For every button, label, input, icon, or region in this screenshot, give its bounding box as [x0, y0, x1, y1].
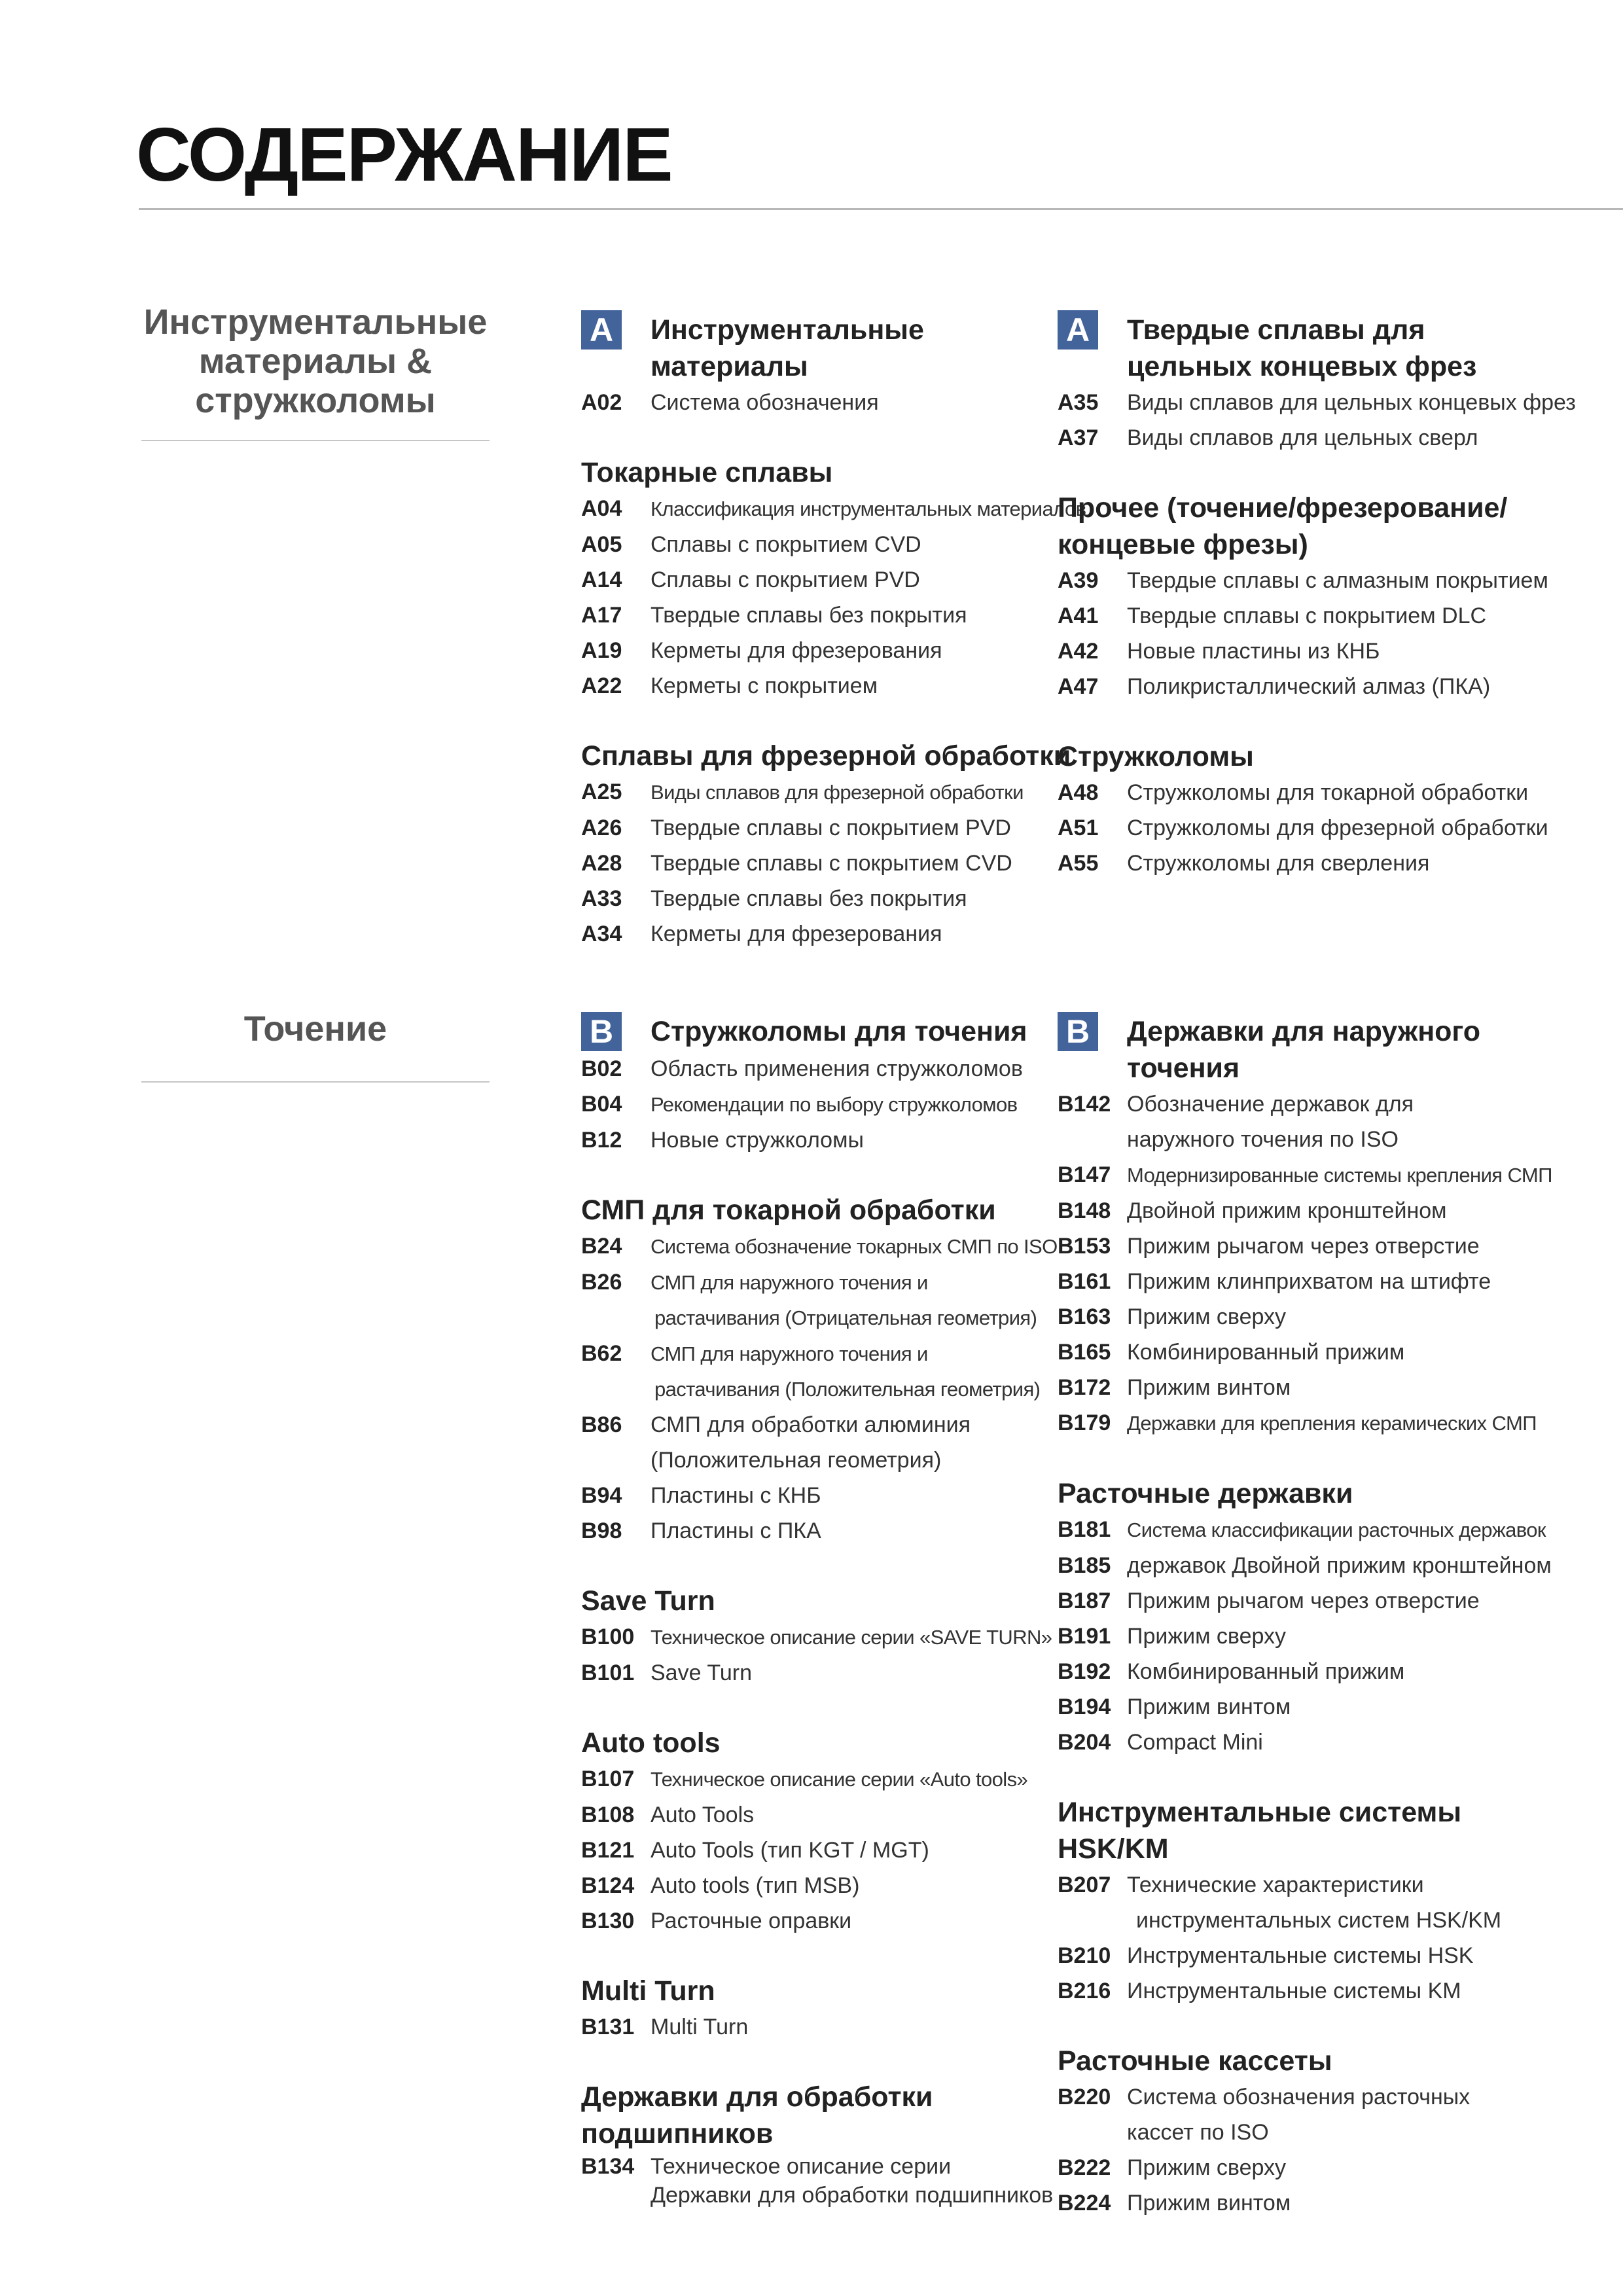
- page-code: B121: [581, 1838, 635, 1863]
- toc-entry[interactable]: [581, 1265, 1079, 1300]
- toc-group: [1058, 2043, 1555, 2221]
- group-title: Расточные кассеты: [1058, 2045, 1332, 2077]
- page-code: A39: [1058, 568, 1099, 593]
- toc-entry[interactable]: [581, 1797, 1079, 1833]
- toc-entry[interactable]: [581, 1513, 1079, 1549]
- page-code: A37: [1058, 425, 1099, 450]
- toc-entry[interactable]: [581, 1086, 1079, 1122]
- toc-entry[interactable]: [1058, 775, 1555, 810]
- toc-entry[interactable]: [581, 1833, 1079, 1868]
- toc-entry[interactable]: [1058, 1229, 1555, 1264]
- page-code: A47: [1058, 674, 1099, 699]
- toc-entry[interactable]: [1058, 1193, 1555, 1229]
- group-title: [1058, 490, 1555, 563]
- entry-text: Виды сплавов для фрезерной обработки: [651, 781, 1024, 804]
- entry-text: Керметы для фрезерования: [651, 638, 942, 663]
- toc-entry[interactable]: [581, 1903, 1079, 1939]
- entry-text: Комбинированный прижим: [1127, 1659, 1405, 1684]
- entry-text: Auto Tools (тип KGT / MGT): [651, 1838, 929, 1863]
- page-code: B210: [1058, 1943, 1111, 1968]
- page-code: B130: [581, 1909, 635, 1933]
- entry-text: Твердые сплавы без покрытия: [651, 886, 967, 911]
- toc-entry[interactable]: [581, 527, 1079, 562]
- entry-text: Прижим рычагом через отверстие: [1127, 1234, 1480, 1259]
- page-code: B24: [581, 1234, 622, 1259]
- entry-text: Твердые сплавы без покрытия: [651, 603, 967, 628]
- group-title: Стружколомы для точения: [651, 1016, 1027, 1047]
- entry-text: Пластины с ПКА: [651, 1518, 821, 1543]
- section-letter-badge: A: [1058, 310, 1098, 350]
- group-title: Сплавы для фрезерной обработки: [581, 740, 1071, 772]
- group-title: СМП для токарной обработки: [581, 1194, 996, 1226]
- entry-text: Двойной прижим кронштейном: [1127, 1198, 1447, 1223]
- entry-text: Compact Mini: [1127, 1730, 1263, 1755]
- group-title: Стружколомы: [1058, 741, 1254, 772]
- toc-entry[interactable]: [1058, 1370, 1555, 1405]
- page-code: B224: [1058, 2191, 1111, 2215]
- side-heading-line: Инструментальные: [143, 302, 488, 342]
- entry-text: Стружколомы для токарной обработки: [1127, 780, 1529, 805]
- section-a-left-column: [581, 312, 1086, 952]
- entry-text: Прижим винтом: [1127, 1695, 1291, 1719]
- toc-entry[interactable]: [1058, 385, 1576, 420]
- toc-entry[interactable]: [581, 916, 1079, 952]
- page-code: A48: [1058, 780, 1099, 805]
- toc-group: [581, 1013, 1079, 1158]
- page-code: B204: [1058, 1730, 1111, 1755]
- toc-entry[interactable]: [1058, 1335, 1555, 1370]
- page-code: B98: [581, 1518, 622, 1543]
- entry-text: Прижим рычагом через отверстие: [1127, 1588, 1480, 1613]
- page-code: A34: [581, 922, 622, 946]
- toc-entry[interactable]: [581, 774, 1079, 810]
- page-code: A28: [581, 851, 622, 876]
- toc-entry[interactable]: [1058, 1973, 1555, 2009]
- entry-text: Техническое описание серии: [651, 2154, 952, 2179]
- toc-group: [581, 312, 1079, 420]
- toc-entry[interactable]: [1058, 1654, 1555, 1689]
- toc-group: [581, 454, 1086, 704]
- entry-text: Стружколомы для сверления: [1127, 851, 1430, 876]
- entry-text: Рекомендации по выбору стружколомов: [651, 1093, 1018, 1116]
- toc-group: [581, 1973, 1079, 2045]
- toc-entry[interactable]: [581, 491, 1086, 527]
- page-code: A55: [1058, 851, 1099, 876]
- entry-text: Комбинированный прижим: [1127, 1340, 1405, 1365]
- entry-text: Auto tools (тип MSB): [651, 1873, 860, 1898]
- page-code: A14: [581, 567, 622, 592]
- entry-text: Обозначение державок для: [1127, 1092, 1414, 1117]
- page-code: B153: [1058, 1234, 1111, 1259]
- entry-text: СМП для обработки алюминия: [651, 1412, 971, 1437]
- page-code: B194: [1058, 1695, 1111, 1719]
- title-divider: [139, 208, 1623, 210]
- toc-entry[interactable]: [1058, 1512, 1555, 1548]
- entry-text: Прижим винтом: [1127, 1375, 1291, 1400]
- toc-entry[interactable]: [1058, 1299, 1555, 1335]
- entry-text: Система обозначения расточных: [1127, 2085, 1471, 2109]
- section-b-side-heading: [139, 1009, 492, 1049]
- toc-entry[interactable]: [581, 1868, 1079, 1903]
- toc-entry[interactable]: [1058, 1583, 1555, 1619]
- toc-entry[interactable]: [581, 1336, 1079, 1372]
- toc-entry[interactable]: [581, 1407, 1079, 1443]
- toc-entry[interactable]: [581, 562, 1079, 598]
- page-code: B26: [581, 1270, 622, 1295]
- entry-text: Сплавы с покрытием PVD: [651, 567, 920, 592]
- toc-entry[interactable]: [1058, 598, 1555, 634]
- page-code: A26: [581, 816, 622, 840]
- toc-entry[interactable]: [581, 385, 1079, 420]
- page-code: B04: [581, 1092, 622, 1117]
- group-title: Инструментальные материалы: [651, 314, 924, 382]
- toc-entry[interactable]: [581, 810, 1079, 846]
- group-title: Инструментальные системы HSK/KM: [1058, 1797, 1462, 1865]
- section-letter-badge: B: [1058, 1012, 1098, 1051]
- toc-entry[interactable]: [1058, 2185, 1555, 2221]
- entry-text: СМП для наружного точения и: [651, 1271, 928, 1294]
- section-letter-badge: A: [581, 310, 622, 350]
- page-code: B192: [1058, 1659, 1111, 1684]
- toc-entry[interactable]: [581, 1478, 1079, 1513]
- entry-text: Твердые сплавы с покрытием CVD: [651, 851, 1012, 876]
- entry-text: Стружколомы для фрезерной обработки: [1127, 816, 1548, 840]
- page-code: B62: [581, 1341, 622, 1366]
- toc-entry[interactable]: [1058, 1157, 1555, 1193]
- group-title-line: цельных концевых фрез: [1127, 351, 1477, 382]
- page-code: B142: [1058, 1092, 1111, 1117]
- side-heading-line: материалы &: [198, 342, 433, 381]
- toc-entry[interactable]: [1058, 810, 1555, 846]
- toc-entry[interactable]: [581, 846, 1079, 881]
- page-code: B216: [1058, 1979, 1111, 2003]
- entry-text: Расточные оправки: [651, 1909, 852, 1933]
- entry-text: Инструментальные системы KM: [1127, 1979, 1461, 2003]
- entry-text: СМП для наружного точения и: [651, 1342, 928, 1365]
- page-code: B179: [1058, 1410, 1111, 1435]
- toc-entry[interactable]: [581, 1619, 1079, 1655]
- page-code: B181: [1058, 1517, 1111, 1542]
- page-code: A33: [581, 886, 622, 911]
- toc-group: [1058, 490, 1555, 704]
- page-title: СОДЕРЖАНИЕ: [136, 112, 672, 197]
- entry-text: Auto Tools: [651, 1803, 755, 1827]
- page-code: A25: [581, 780, 622, 804]
- page-code: B107: [581, 1767, 635, 1791]
- entry-text: Модернизированные системы крепления СМП: [1127, 1164, 1552, 1187]
- section-b-side-divider: [141, 1081, 490, 1083]
- page-code: A19: [581, 638, 622, 663]
- page-code: A51: [1058, 816, 1099, 840]
- page-code: B12: [581, 1128, 622, 1153]
- page-code: A04: [581, 496, 622, 521]
- entry-text: Виды сплавов для цельных сверл: [1127, 425, 1478, 450]
- page-code: B124: [581, 1873, 635, 1898]
- page-code: A02: [581, 390, 622, 415]
- entry-text: Multi Turn: [651, 2015, 749, 2039]
- page-code: B134: [581, 2154, 635, 2179]
- entry-text: Твердые сплавы с покрытием PVD: [651, 816, 1011, 840]
- entry-text-continuation: растачивания (Положительная геометрия): [654, 1378, 1041, 1401]
- toc-entry[interactable]: [581, 2009, 1079, 2045]
- group-title: Токарные сплавы: [581, 457, 833, 488]
- page-code: B165: [1058, 1340, 1111, 1365]
- entry-text: Прижим винтом: [1127, 2191, 1291, 2215]
- group-title-line: Прочее (точение/фрезерование/: [1058, 492, 1508, 524]
- toc-entry[interactable]: [1058, 1548, 1555, 1583]
- toc-entry[interactable]: [581, 598, 1079, 633]
- entry-text: Твердые сплавы с алмазным покрытием: [1127, 568, 1548, 593]
- side-heading-line: стружколомы: [195, 381, 436, 420]
- page-code: B101: [581, 1660, 635, 1685]
- toc-group: [581, 1725, 1079, 1939]
- entry-text: Новые пластины из КНБ: [1127, 639, 1380, 664]
- toc-entry[interactable]: [581, 1122, 1079, 1158]
- toc-entry[interactable]: [581, 2152, 1079, 2181]
- toc-group: [1058, 312, 1576, 456]
- toc-entry[interactable]: [1058, 669, 1555, 704]
- entry-text: Технические характеристики: [1127, 1873, 1424, 1897]
- toc-group: [1058, 1013, 1555, 1441]
- side-heading-line: Точение: [243, 1009, 387, 1049]
- entry-text: Прижим клинприхватом на штифте: [1127, 1269, 1491, 1294]
- page-code: A22: [581, 673, 622, 698]
- toc-entry[interactable]: [581, 633, 1079, 668]
- entry-text: Твердые сплавы с покрытием DLC: [1127, 603, 1487, 628]
- entry-text: Виды сплавов для цельных концевых фрез: [1127, 390, 1576, 415]
- entry-text: Прижим сверху: [1127, 2155, 1287, 2180]
- entry-text: Пластины с КНБ: [651, 1483, 821, 1508]
- toc-entry[interactable]: [1058, 1689, 1555, 1725]
- toc-entry[interactable]: [1058, 1938, 1555, 1973]
- group-title: [1127, 312, 1476, 385]
- section-b-right-column: [1058, 1013, 1555, 2221]
- toc-entry[interactable]: [1058, 1405, 1555, 1441]
- toc-entry[interactable]: [1058, 1725, 1555, 1760]
- toc-entry[interactable]: [1058, 2150, 1555, 2185]
- entry-text: Область применения стружколомов: [651, 1056, 1023, 1081]
- section-b-left-column: [581, 1013, 1079, 2210]
- page-code: A42: [1058, 639, 1099, 664]
- page-code: A41: [1058, 603, 1099, 628]
- group-title-line: Твердые сплавы для: [1127, 314, 1425, 346]
- entry-text: Прижим сверху: [1127, 1624, 1287, 1649]
- toc-entry[interactable]: [1058, 846, 1555, 881]
- toc-group: [581, 1583, 1079, 1691]
- entry-text: Инструментальные системы HSK: [1127, 1943, 1474, 1968]
- page-code: B172: [1058, 1375, 1111, 1400]
- toc-entry[interactable]: [581, 1051, 1079, 1086]
- group-title: Расточные державки: [1058, 1478, 1353, 1509]
- page-code: A35: [1058, 390, 1099, 415]
- section-a-side-divider: [141, 440, 490, 441]
- toc-group: [581, 738, 1079, 952]
- page-code: B220: [1058, 2085, 1111, 2109]
- toc-entry[interactable]: [581, 1229, 1079, 1265]
- toc-group: [581, 1192, 1079, 1549]
- page-code: B222: [1058, 2155, 1111, 2180]
- entry-text: Сплавы с покрытием CVD: [651, 532, 921, 557]
- section-letter-badge: B: [581, 1012, 622, 1051]
- page-code: B108: [581, 1803, 635, 1827]
- toc-group: [1058, 1475, 1555, 1760]
- toc-entry[interactable]: [1058, 2079, 1555, 2115]
- entry-text: Техническое описание серии «Auto tools»: [651, 1768, 1028, 1791]
- page-code: B187: [1058, 1588, 1111, 1613]
- entry-text: Державки для крепления керамических СМП: [1127, 1412, 1537, 1435]
- entry-text: Техническое описание серии «SAVE TURN»: [651, 1626, 1052, 1649]
- entry-text: Новые стружколомы: [651, 1128, 864, 1153]
- group-title: Auto tools: [581, 1727, 721, 1759]
- toc-entry[interactable]: [1058, 563, 1555, 598]
- page-code: B161: [1058, 1269, 1111, 1294]
- group-title: Multi Turn: [581, 1975, 715, 2007]
- group-title-line: концевые фрезы): [1058, 529, 1308, 560]
- toc-entry[interactable]: [1058, 634, 1555, 669]
- page-code: B02: [581, 1056, 622, 1081]
- page-code: B147: [1058, 1162, 1111, 1187]
- page-code: B148: [1058, 1198, 1111, 1223]
- section-a-side-heading: [139, 302, 492, 420]
- entry-text-continuation: инструментальных систем HSK/KM: [1136, 1908, 1502, 1933]
- toc-group: [581, 2079, 1079, 2210]
- entry-text-continuation: (Положительная геометрия): [651, 1448, 942, 1473]
- entry-text-continuation: Державки для обработки подшипников: [651, 2183, 1054, 2208]
- toc-entry[interactable]: [1058, 1264, 1555, 1299]
- entry-text: Керметы для фрезерования: [651, 922, 942, 946]
- page-code: B131: [581, 2015, 635, 2039]
- toc-entry[interactable]: [581, 668, 1079, 704]
- page-code: B207: [1058, 1873, 1111, 1897]
- entry-text: Save Turn: [651, 1660, 752, 1685]
- entry-text: Система обозначения: [651, 390, 879, 415]
- page-code: A05: [581, 532, 622, 557]
- toc-entry[interactable]: [581, 1761, 1079, 1797]
- toc-entry[interactable]: [1058, 1619, 1555, 1654]
- page-code: B94: [581, 1483, 622, 1508]
- toc-entry[interactable]: [1058, 1867, 1555, 1903]
- group-title: Save Turn: [581, 1585, 715, 1617]
- toc-group: [1058, 1794, 1555, 2009]
- entry-text: Поликристаллический алмаз (ПКА): [1127, 674, 1491, 699]
- toc-entry[interactable]: [1058, 1086, 1555, 1122]
- toc-entry[interactable]: [581, 1655, 1079, 1691]
- page-code: B191: [1058, 1624, 1111, 1649]
- entry-text: Керметы с покрытием: [651, 673, 878, 698]
- entry-text-continuation: кассет по ISO: [1127, 2120, 1269, 2145]
- entry-text-continuation: наружного точения по ISO: [1127, 1127, 1399, 1152]
- group-title: Державки для обработки подшипников: [581, 2081, 933, 2149]
- toc-group: [1058, 738, 1555, 881]
- page-code: A17: [581, 603, 622, 628]
- entry-text: Система классификации расточных державок: [1127, 1518, 1546, 1541]
- toc-entry[interactable]: [581, 881, 1079, 916]
- page-code: B163: [1058, 1304, 1111, 1329]
- group-title: Державки для наружного точения: [1127, 1016, 1481, 1084]
- entry-text: Классификация инструментальных материалов: [651, 497, 1086, 520]
- page-code: B185: [1058, 1553, 1111, 1578]
- toc-entry[interactable]: [1058, 420, 1555, 456]
- page-code: B86: [581, 1412, 622, 1437]
- section-a-right-column: [1058, 312, 1576, 881]
- page-code: B100: [581, 1624, 635, 1649]
- entry-text-continuation: растачивания (Отрицательная геометрия): [654, 1306, 1037, 1329]
- entry-text: Система обозначение токарных СМП по ISO: [651, 1235, 1058, 1258]
- entry-text: державок Двойной прижим кронштейном: [1127, 1553, 1552, 1578]
- entry-text: Прижим сверху: [1127, 1304, 1287, 1329]
